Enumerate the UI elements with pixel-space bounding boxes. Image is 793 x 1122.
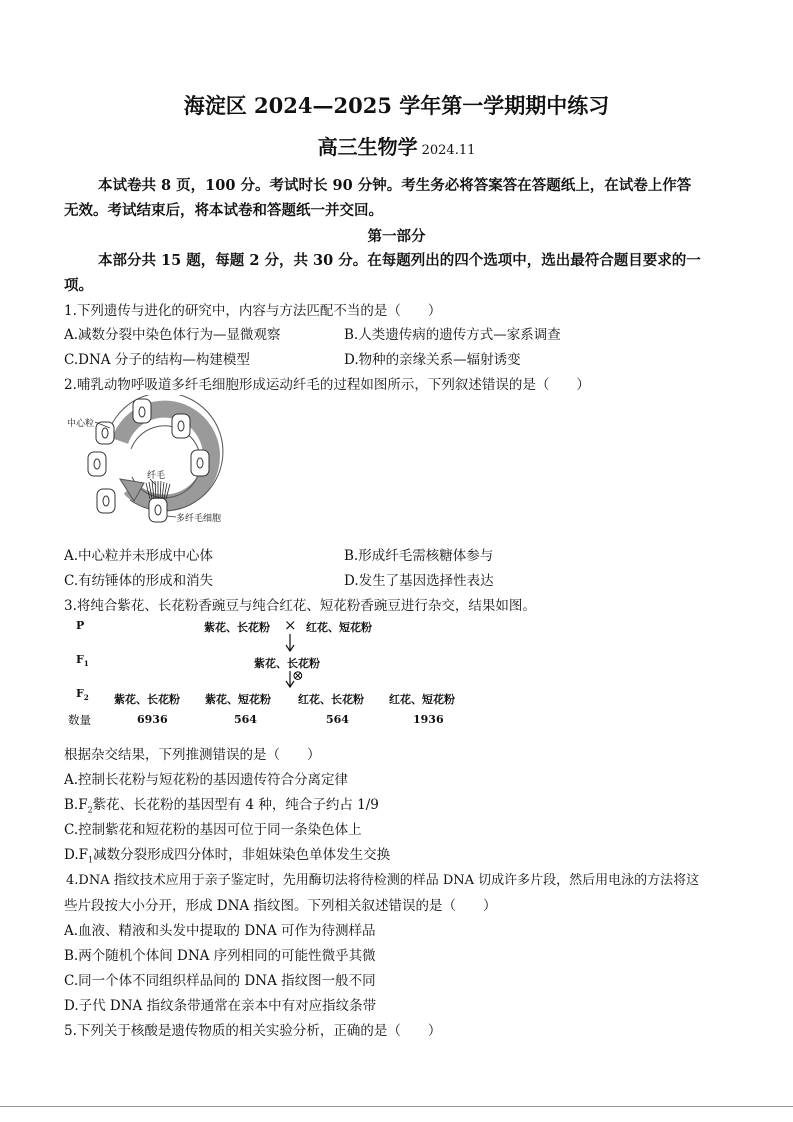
q3-option-d: $D.F_1$减数分裂形成四分体时，非姐妹染色单体发生交换 [64,847,391,865]
f2-count: 564 [234,713,257,726]
page-bottom-rule [0,1106,793,1107]
q3-option-a: A.控制长花粉与短花粉的基因遗传符合分离定律 [64,772,349,788]
q3-lead: 根据杂交结果，下列推测错误的是（ ） [64,747,321,763]
cross-symbol: × [284,616,297,634]
q3-option-c: C.控制紫花和短花粉的基因可位于同一条染色体上 [64,822,362,838]
exam-date: 2024.11 [421,143,476,158]
f1-generation-label: $F_1$ [76,653,89,669]
exam-title: 海淀区 2024—2025 学年第一学期期中练习 [183,93,610,118]
f2-phenotype: 红花、长花粉 [298,693,364,706]
f2-count: 1936 [413,713,444,726]
f2-count: 6936 [137,713,168,726]
q1-option-b: B.人类遗传病的遗传方式—家系调查 [344,327,561,343]
label-multiciliated-cell: 多纤毛细胞 [176,514,222,524]
f2-phenotype: 紫花、短花粉 [205,693,271,706]
cilia-tuft [146,481,170,499]
f2-count: 564 [326,713,349,726]
q4-option-d: D.子代 DNA 指纹条带通常在亲本中有对应指纹条带 [64,998,377,1014]
q4-stem-line1: 4.DNA 指纹技术应用于亲子鉴定时，先用酶切法将待检测的样品 DNA 切成许多片段，然后用电泳的方法将这 [66,873,700,888]
part1-desc-line1: 本部分共 15 题，每题 2 分，共 30 分。在每题列出的四个选项中，选出最符合题目要求的一 [98,252,701,269]
exam-subtitle [0,131,793,160]
f2-generation-label: $F_2$ [76,687,89,703]
q2-figure [64,395,244,530]
q2-option-d: D.发生了基因选择性表达 [344,573,494,589]
cell-2 [96,422,114,444]
f2-phenotype: 紫花、长花粉 [114,693,180,706]
p-parent-1: 紫花、长花粉 [204,621,270,634]
q1-option-c: C.DNA 分子的结构—构建模型 [64,352,250,368]
cell-4 [88,452,106,476]
cell-5 [191,450,209,476]
cell-1 [133,399,151,423]
subject-name: 高三生物学 [317,135,418,159]
p-parent-2: 红花、短花粉 [306,621,372,634]
cell-3 [172,414,190,438]
q1-option-d: D.物种的亲缘关系—辐射诱变 [344,352,521,368]
label-centriole: 中心粒 [67,419,95,429]
arrow-p-to-f1 [282,634,298,654]
q4-option-c: C.同一个体不同组织样品间的 DNA 指纹图一般不同 [64,973,376,989]
multiciliated-cell [149,498,167,522]
q2-option-a: A.中心粒并未形成中心体 [64,548,214,564]
q1-option-a: A.减数分裂中染色体行为—显微观察 [64,327,281,343]
count-label: 数量 [68,713,91,727]
q4-option-b: B.两个随机个体间 DNA 序列相同的可能性微乎其微 [64,948,376,964]
part1-heading: 第一部分 [367,228,426,245]
q3-stem: 3.将纯合紫花、长花粉香豌豆与纯合红花、短花粉香豌豆进行杂交，结果如图。 [64,598,536,614]
q5-stem: 5.下列关于核酸是遗传物质的相关实验分析，正确的是（ ） [64,1023,442,1039]
f2-phenotype: 红花、短花粉 [389,693,455,706]
instructions-line1: 本试卷共 8 页，100 分。考试时长 90 分钟。考生务必将答案答在答题纸上，在试卷上作答 [98,177,692,194]
q2-option-b: B.形成纤毛需核糖体参与 [344,548,494,564]
f1-phenotype: 紫花、长花粉 [254,657,320,670]
q2-option-c: C.有纺锤体的形成和消失 [64,573,214,589]
q1-stem: 1.下列遗传与进化的研究中，内容与方法匹配不当的是（ ） [64,303,442,319]
q4-stem-line2: 些片段按大小分开，形成 DNA 指纹图。下列相关叙述错误的是（ ） [64,898,497,914]
cell-pointer [167,516,176,517]
instructions-line2: 无效。考试结束后，将本试卷和答题纸一并交回。 [64,202,383,219]
part1-desc-line2: 项。 [64,277,93,294]
q2-stem: 2.哺乳动物呼吸道多纤毛细胞形成运动纤毛的过程如图所示，下列叙述错误的是（ ） [64,377,590,393]
q4-option-a: A.血液、精液和头发中提取的 DNA 可作为待测样品 [64,923,376,939]
q3-option-b: $B.F_2$紫花、长花粉的基因型有 4 种，纯合子约占 1/9 [64,797,379,815]
label-cilia: 纤毛 [147,471,166,481]
self-cross-symbol: ⊗ [292,668,304,684]
p-generation-label: P [76,619,85,632]
cell-6 [97,489,115,513]
